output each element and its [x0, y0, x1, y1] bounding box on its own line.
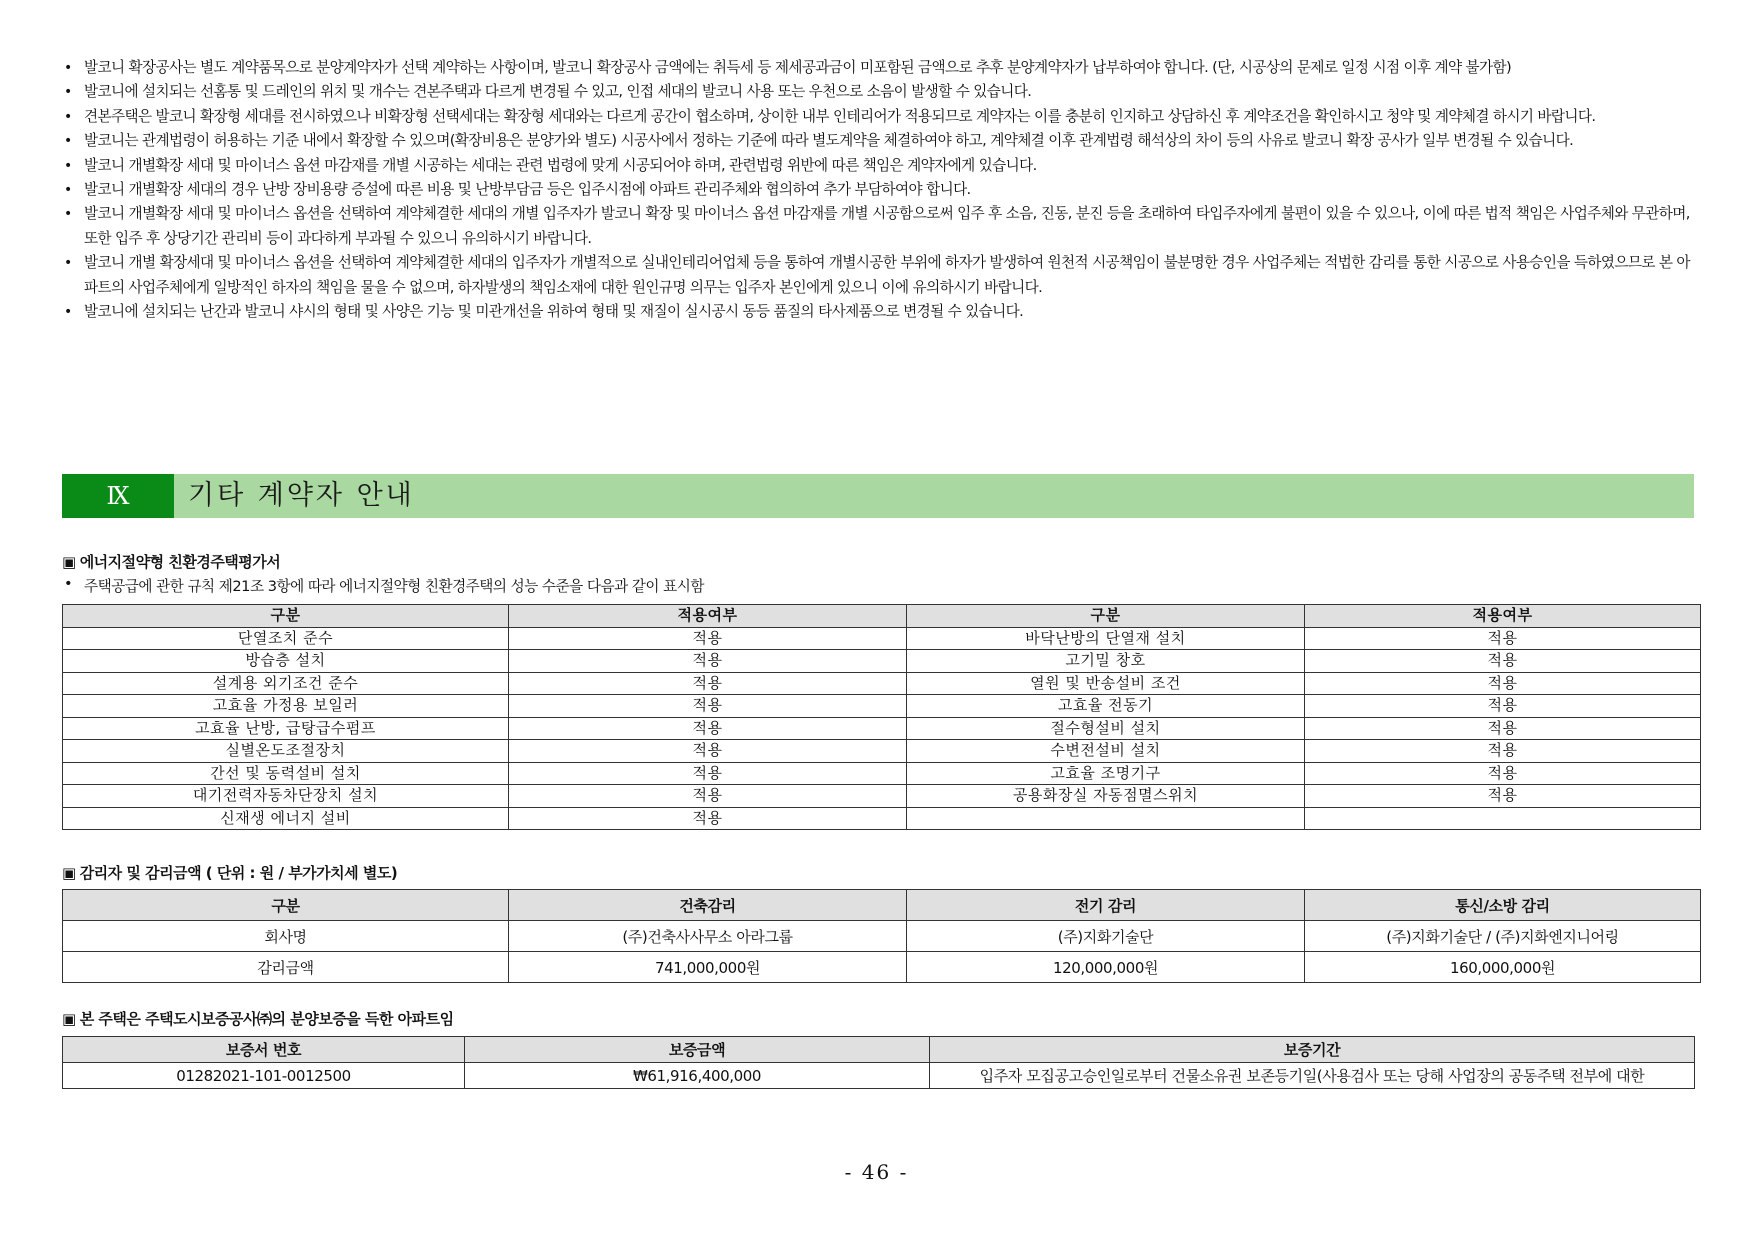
energy-heading: ▣ 에너지절약형 친환경주택평가서	[62, 553, 281, 571]
square-bullet-icon: ▣	[62, 553, 76, 571]
table-cell: 적용	[1305, 627, 1701, 650]
column-header: 구분	[63, 890, 509, 921]
table-cell: 적용	[509, 717, 907, 740]
table-header-row	[63, 605, 1701, 628]
table-cell: 대기전력자동차단장치 설치	[63, 785, 509, 808]
column-header: 구분	[63, 605, 509, 628]
balcony-notes	[62, 56, 1702, 324]
table-row	[63, 1063, 1695, 1089]
bullet-item: • 발코니에 설치되는 난간과 발코니 샤시의 형태 및 사양은 기능 및 미관개선을 위하여 형태 및 재질이 실시공시 동등 품질의 타사제품으로 변경될 수 있습니다.	[62, 300, 1702, 324]
table-row	[63, 762, 1701, 785]
table-cell: 고기밀 창호	[907, 650, 1305, 673]
guarantee-heading: ▣ 본 주택은 주택도시보증공사㈜의 분양보증을 득한 아파트임	[62, 1010, 454, 1028]
table-cell: 01282021-101-0012500	[63, 1063, 465, 1089]
table-row	[63, 921, 1701, 952]
page-number: - 46 -	[844, 1160, 909, 1184]
table-cell: 회사명	[63, 921, 509, 952]
table-row	[63, 695, 1701, 718]
table-cell: 절수형설비 설치	[907, 717, 1305, 740]
table-cell: 120,000,000원	[907, 952, 1305, 983]
table-cell: 적용	[1305, 785, 1701, 808]
table-cell: 고효율 전동기	[907, 695, 1305, 718]
square-bullet-icon: ▣	[62, 864, 76, 882]
table-cell: 고효율 난방, 급탕급수펌프	[63, 717, 509, 740]
table-cell: (주)지화기술단 / (주)지화엔지니어링	[1305, 921, 1701, 952]
bullet-item: • 발코니 개별확장 세대 및 마이너스 옵션을 선택하여 계약체결한 세대의 개별 입주자가 발코니 확장 및 마이너스 옵션 마감재를 개별 시공함으로써 입주 후 소음, 진동, 분진 등을 초래하여 타입주자에게 불편이 있을 수 있으나, 이에 따른 법적 책임은 사업주체와 무관하며, 또한 입주 후 상당기간 관리비 등이 과다하게 부과될 수 있으니 유의하시기 바랍니다.	[62, 202, 1702, 251]
table-cell	[1305, 807, 1701, 830]
energy-note: • 주택공급에 관한 규칙 제21조 3항에 따라 에너지절약형 친환경주택의 성능 수준을 다음과 같이 표시함	[62, 575, 704, 596]
table-cell: 적용	[509, 807, 907, 830]
table-cell: 실별온도조절장치	[63, 740, 509, 763]
section-header	[62, 474, 1694, 518]
supervisor-table	[62, 889, 1701, 983]
column-header: 전기 감리	[907, 890, 1305, 921]
table-cell: 수변전설비 설치	[907, 740, 1305, 763]
bullet-item: • 발코니 개별확장 세대의 경우 난방 장비용량 증설에 따른 비용 및 난방부담금 등은 입주시점에 아파트 관리주체와 협의하여 추가 부담하여야 합니다.	[62, 178, 1702, 202]
table-cell: 적용	[509, 672, 907, 695]
table-cell: 바닥난방의 단열재 설치	[907, 627, 1305, 650]
table-cell: 열원 및 반송설비 조건	[907, 672, 1305, 695]
table-cell: 설계용 외기조건 준수	[63, 672, 509, 695]
table-row	[63, 717, 1701, 740]
section-number: Ⅸ	[62, 474, 174, 518]
guarantee-table	[62, 1036, 1695, 1089]
table-row	[63, 627, 1701, 650]
table-cell: 고효율 조명기구	[907, 762, 1305, 785]
table-cell: 적용	[1305, 672, 1701, 695]
table-cell: 741,000,000원	[509, 952, 907, 983]
table-cell: 적용	[509, 785, 907, 808]
table-cell: 적용	[1305, 650, 1701, 673]
energy-table	[62, 604, 1701, 830]
table-row	[63, 807, 1701, 830]
table-header-row	[63, 890, 1701, 921]
table-cell: 160,000,000원	[1305, 952, 1701, 983]
table-cell: 적용	[509, 695, 907, 718]
table-row	[63, 672, 1701, 695]
table-row	[63, 650, 1701, 673]
table-cell: (주)건축사사무소 아라그룹	[509, 921, 907, 952]
table-cell: 적용	[509, 650, 907, 673]
table-row	[63, 785, 1701, 808]
table-cell: ₩61,916,400,000	[465, 1063, 930, 1089]
table-cell: 적용	[509, 762, 907, 785]
table-row	[63, 740, 1701, 763]
table-cell: 입주자 모집공고승인일로부터 건물소유권 보존등기일(사용검사 또는 당해 사업장의 공동주택 전부에 대한	[930, 1063, 1695, 1089]
table-cell: 간선 및 동력설비 설치	[63, 762, 509, 785]
bullet-item: • 견본주택은 발코니 확장형 세대를 전시하였으나 비확장형 선택세대는 확장형 세대와는 다르게 공간이 협소하며, 상이한 내부 인테리어가 적용되므로 계약자는 이를 충분히 인지하고 상담하신 후 계약조건을 확인하시고 청약 및 계약체결 하시기 바랍니다.	[62, 105, 1702, 129]
column-header: 구분	[907, 605, 1305, 628]
table-cell: 공용화장실 자동점멸스위치	[907, 785, 1305, 808]
bullet-item: • 발코니 개별확장 세대 및 마이너스 옵션 마감재를 개별 시공하는 세대는 관련 법령에 맞게 시공되어야 하며, 관련법령 위반에 따른 책임은 계약자에게 있습니다.	[62, 154, 1702, 178]
table-cell: 적용	[509, 740, 907, 763]
table-cell: 적용	[1305, 740, 1701, 763]
table-header-row	[63, 1037, 1695, 1063]
table-cell	[907, 807, 1305, 830]
section-title: 기타 계약자 안내	[188, 480, 415, 511]
table-cell: 고효율 가정용 보일러	[63, 695, 509, 718]
table-cell: 신재생 에너지 설비	[63, 807, 509, 830]
table-cell: 감리금액	[63, 952, 509, 983]
bullet-item: • 발코니는 관계법령이 허용하는 기준 내에서 확장할 수 있으며(확장비용은 분양가와 별도) 시공사에서 정하는 기준에 따라 별도계약을 체결하여야 하고, 계약체결 이후 관계법령 해석상의 차이 등의 사유로 발코니 확장 공사가 일부 변경될 수 있습니다.	[62, 129, 1702, 153]
bullet-item: • 발코니 확장공사는 별도 계약품목으로 분양계약자가 선택 계약하는 사항이며, 발코니 확장공사 금액에는 취득세 등 제세공과금이 미포함된 금액으로 추후 분양계약자가 납부하여야 합니다. (단, 시공상의 문제로 일정 시점 이후 계약 불가함)	[62, 56, 1702, 80]
column-header: 보증금액	[465, 1037, 930, 1063]
table-cell: 적용	[1305, 695, 1701, 718]
table-row	[63, 952, 1701, 983]
table-cell: (주)지화기술단	[907, 921, 1305, 952]
table-cell: 적용	[1305, 762, 1701, 785]
column-header: 통신/소방 감리	[1305, 890, 1701, 921]
table-cell: 단열조치 준수	[63, 627, 509, 650]
square-bullet-icon: ▣	[62, 1010, 76, 1028]
supervisor-heading: ▣ 감리자 및 감리금액 ( 단위 : 원 / 부가가치세 별도)	[62, 864, 398, 882]
table-cell: 적용	[1305, 717, 1701, 740]
column-header: 보증서 번호	[63, 1037, 465, 1063]
table-cell: 적용	[509, 627, 907, 650]
column-header: 적용여부	[509, 605, 907, 628]
bullet-item: • 발코니에 설치되는 선홈통 및 드레인의 위치 및 개수는 견본주택과 다르게 변경될 수 있고, 인접 세대의 발코니 사용 또는 우천으로 소음이 발생할 수 있습니다.	[62, 80, 1702, 104]
column-header: 보증기간	[930, 1037, 1695, 1063]
column-header: 건축감리	[509, 890, 907, 921]
bullet-item: • 발코니 개별 확장세대 및 마이너스 옵션을 선택하여 계약체결한 세대의 입주자가 개별적으로 실내인테리어업체 등을 통하여 개별시공한 부위에 하자가 발생하여 원천적 시공책임이 불분명한 경우 사업주체는 적법한 감리를 통한 시공으로 사용승인을 득하였으므로 본 아파트의 사업주체에게 일방적인 하자의 책임을 물을 수 없으며, 하자발생의 책임소재에 대한 원인규명 의무는 입주자 본인에게 있으니 이에 유의하시기 바랍니다.	[62, 251, 1702, 300]
column-header: 적용여부	[1305, 605, 1701, 628]
table-cell: 방습층 설치	[63, 650, 509, 673]
